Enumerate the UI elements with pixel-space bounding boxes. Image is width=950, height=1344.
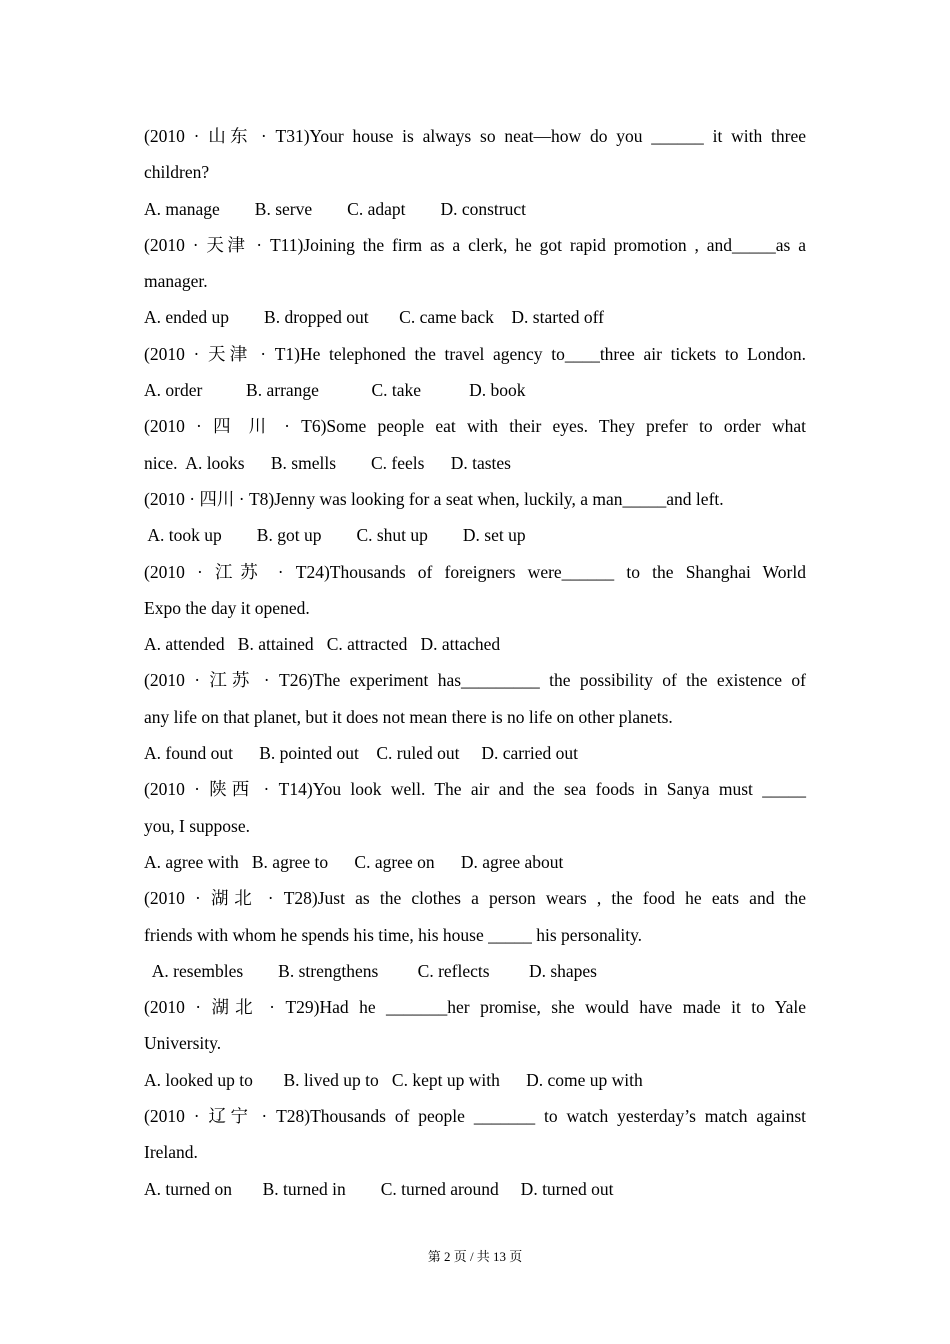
text-line: A. ended up B. dropped out C. came back D. started off bbox=[144, 307, 604, 328]
page-footer: 第 2 页 / 共 13 页 bbox=[427, 1249, 523, 1264]
text-line: (2010 · 湖北 · T29)Had he _______her promise, she would have made it to Yale bbox=[144, 997, 806, 1018]
text-line: A. resembles B. strengthens C. reflects D. shapes bbox=[144, 960, 597, 981]
question-list bbox=[144, 118, 806, 1207]
text-line: nice. A. looks B. smells C. feels D. tastes bbox=[144, 452, 511, 473]
text-line: friends with whom he spends his time, his house _____ his personality. bbox=[144, 924, 643, 945]
text-line: (2010 · 四川 · T8)Jenny was looking for a seat when, luckily, a man_____and left. bbox=[144, 488, 724, 509]
text-line: A. order B. arrange C. take D. book bbox=[144, 380, 526, 401]
text-line: Expo the day it opened. bbox=[144, 597, 310, 618]
text-line: A. attended B. attained C. attracted D. attached bbox=[144, 634, 501, 655]
text-line: (2010 · 湖北 · T28)Just as the clothes a person wears , the food he eats and the bbox=[144, 888, 806, 909]
text-line: A. took up B. got up C. shut up D. set up bbox=[144, 525, 526, 546]
text-line: (2010 · 江苏 · T26)The experiment has_________ the possibility of the existence of bbox=[144, 670, 806, 691]
text-line: any life on that planet, but it does not mean there is no life on other planets. bbox=[144, 706, 673, 727]
text-line: A. agree with B. agree to C. agree on D. agree about bbox=[144, 851, 564, 872]
text-line: (2010 · 江苏 · T24)Thousands of foreigners were______ to the Shanghai World bbox=[144, 561, 806, 582]
text-line: manager. bbox=[144, 271, 208, 292]
text-line: children? bbox=[144, 162, 210, 183]
text-line: you, I suppose. bbox=[144, 815, 250, 836]
text-line: (2010 · 陕西 · T14)You look well. The air and the sea foods in Sanya must _____ bbox=[144, 779, 806, 800]
text-line: University. bbox=[144, 1033, 222, 1054]
text-line: (2010 · 天津 · T1)He telephoned the travel agency to____three air tickets to London. bbox=[144, 343, 806, 364]
text-line: A. found out B. pointed out C. ruled out D. carried out bbox=[144, 743, 579, 764]
text-line: (2010 · 山东 · T31)Your house is always so neat—how do you ______ it with three bbox=[144, 126, 806, 146]
text-line: (2010 · 天津 · T11)Joining the firm as a clerk, he got rapid promotion , and_____as a bbox=[144, 234, 806, 255]
text-line: A. manage B. serve C. adapt D. construct bbox=[144, 198, 527, 219]
text-line: A. looked up to B. lived up to C. kept up with D. come up with bbox=[144, 1069, 643, 1090]
text-line: Ireland. bbox=[144, 1142, 198, 1163]
text-line: (2010 · 辽宁 · T28)Thousands of people _______ to watch yesterday’s match against bbox=[144, 1106, 806, 1127]
text-line: A. turned on B. turned in C. turned around D. turned out bbox=[144, 1178, 614, 1199]
text-line: (2010 · 四 川 · T6)Some people eat with their eyes. They prefer to order what bbox=[144, 416, 806, 437]
